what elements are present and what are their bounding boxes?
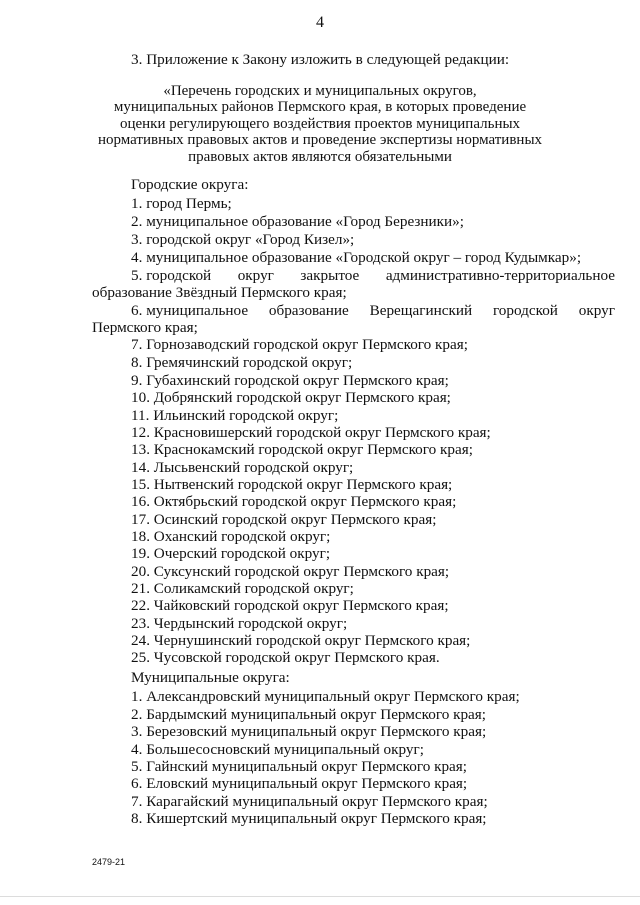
word: округ xyxy=(578,302,615,319)
page-number: 4 xyxy=(316,14,324,31)
word: административно-территориальное xyxy=(385,267,615,284)
heading-line: оценки регулирующего воздействия проектов муниципальных xyxy=(119,115,521,132)
list-item: 10. Добрянский городской округ Пермского края; xyxy=(131,389,451,406)
heading-line: муниципальных районов Пермского края, в которых проведение xyxy=(113,99,527,116)
list-item: 24. Чернушинский городской округ Пермского края; xyxy=(131,632,471,649)
list-item: 9. Губахинский городской округ Пермского края; xyxy=(131,372,449,389)
urban-districts-title: Городские округа: xyxy=(131,176,249,193)
word: 6. муниципальное xyxy=(131,302,249,319)
list-item: 1. Александровский муниципальный округ Пермского края; xyxy=(131,688,520,705)
word: городской xyxy=(492,302,558,319)
list-item: 13. Краснокамский городской округ Пермского края; xyxy=(131,441,473,458)
word: 5. городской xyxy=(131,267,212,284)
list-item-5-continuation: образование Звёздный Пермского края; xyxy=(92,284,347,301)
word: закрытое xyxy=(300,267,360,284)
list-item: 4. Большесосновский муниципальный округ; xyxy=(131,741,424,758)
document-code: 2479-21 xyxy=(92,857,126,867)
list-item: 2. муниципальное образование «Город Березники»; xyxy=(131,213,464,230)
list-item: 7. Карагайский муниципальный округ Пермского края; xyxy=(131,793,488,810)
list-item: 5. Гайнский муниципальный округ Пермского края; xyxy=(131,758,468,775)
word: округ xyxy=(237,267,274,284)
list-item-5 xyxy=(131,267,615,284)
list-item: 11. Ильинский городской округ; xyxy=(131,407,339,424)
list-item: 17. Осинский городской округ Пермского края; xyxy=(131,511,437,528)
word: Верещагинский xyxy=(369,302,473,319)
list-item: 2. Бардымский муниципальный округ Пермского края; xyxy=(131,706,487,723)
list-item: 21. Соликамский городской округ; xyxy=(131,580,354,597)
list-item: 8. Гремячинский городской округ; xyxy=(131,354,353,371)
list-item-6 xyxy=(131,302,615,319)
list-item: 25. Чусовской городской округ Пермского края. xyxy=(131,649,440,666)
list-item: 18. Оханский городской округ; xyxy=(131,528,331,545)
intro-paragraph: 3. Приложение к Закону изложить в следующей редакции: xyxy=(131,51,510,68)
list-item: 12. Красновишерский городской округ Пермского края; xyxy=(131,424,491,441)
list-item: 19. Очерский городской округ; xyxy=(131,545,331,562)
list-item: 14. Лысьвенский городской округ; xyxy=(131,459,354,476)
bottom-divider xyxy=(0,896,640,897)
list-item: 7. Горнозаводский городской округ Пермского края; xyxy=(131,336,468,353)
list-item: 20. Суксунский городской округ Пермского края; xyxy=(131,563,450,580)
list-item: 15. Нытвенский городской округ Пермского края; xyxy=(131,476,453,493)
list-item: 4. муниципальное образование «Городской округ – город Кудымкар»; xyxy=(131,249,582,266)
heading-line: нормативных правовых актов и проведение экспертизы нормативных xyxy=(97,132,543,149)
list-item: 23. Чердынский городской округ; xyxy=(131,615,348,632)
list-item: 22. Чайковский городской округ Пермского края; xyxy=(131,597,449,614)
list-item: 3. городской округ «Город Кизел»; xyxy=(131,231,355,248)
heading-line: «Перечень городских и муниципальных округов, xyxy=(163,83,477,99)
list-heading xyxy=(95,83,545,165)
list-item: 8. Кишертский муниципальный округ Пермского края; xyxy=(131,810,487,827)
list-item: 1. город Пермь; xyxy=(131,195,232,212)
municipal-districts-title: Муниципальные округа: xyxy=(131,669,290,686)
list-item: 6. Еловский муниципальный округ Пермского края; xyxy=(131,775,468,792)
word: образование xyxy=(268,302,349,319)
heading-line: правовых актов являются обязательными xyxy=(188,148,452,165)
list-item: 3. Березовский муниципальный округ Пермского края; xyxy=(131,723,487,740)
list-item-6-continuation: Пермского края; xyxy=(92,319,198,336)
list-item: 16. Октябрьский городской округ Пермского края; xyxy=(131,493,457,510)
